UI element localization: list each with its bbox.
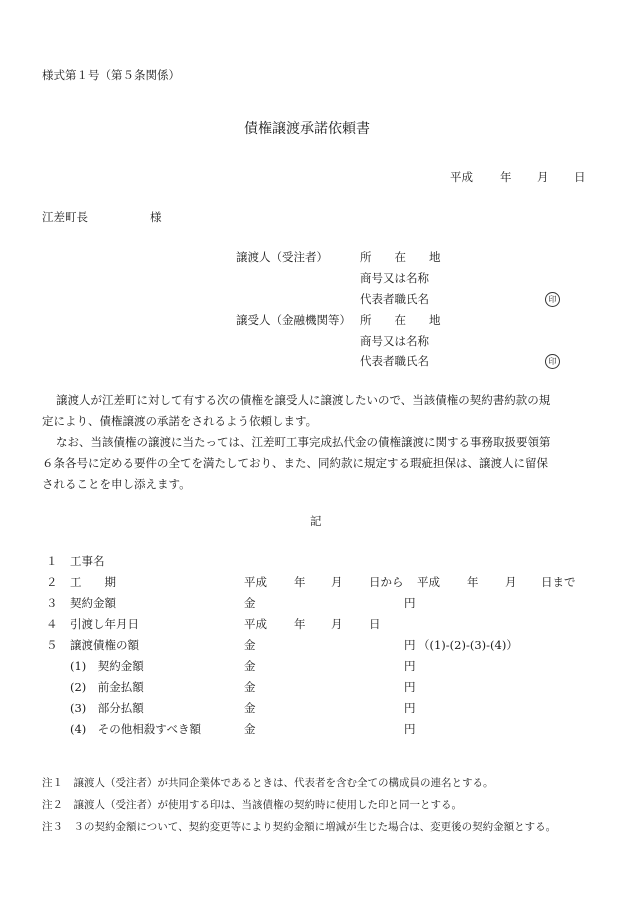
ki-heading: 記 [310,514,322,528]
item-5-formula: （(1)-(2)-(3)-(4)） [418,638,518,652]
sub-2-label: (2) 前金払額 [70,680,144,694]
sub-4-kin: 金 [244,722,256,736]
addressee-name: 江差町長 [42,210,88,224]
item-3-number: ３ [46,596,58,610]
body-p1-line2: 定により、債権譲渡の承諾をされるよう依頼します。 [42,414,318,428]
item-5-yen: 円 [404,638,416,652]
item-3-label: 契約金額 [70,596,116,610]
item-4-era: 平成 [244,617,267,631]
item-5-kin: 金 [244,638,256,652]
sub-1-label: (1) 契約金額 [70,659,144,673]
body-p2-line1: なお、当該債権の譲渡に当たっては、江差町工事完成払代金の債権譲渡に関する事務取扱要領第 [56,435,551,449]
date-year: 年 [500,170,512,184]
item-1-number: １ [46,554,58,568]
transferee-label: 譲受人（金融機関等） [236,313,351,327]
sub-4-label: (4) その他相殺すべき額 [70,722,202,736]
transferee-seal-icon: 印 [545,354,560,369]
item-4-month: 月 [331,617,343,631]
sub-4-yen: 円 [404,722,416,736]
item-1-label: 工事名 [70,554,105,568]
transferor-seal-icon: 印 [545,292,560,307]
item-2-year: 年 [294,575,306,589]
transferor-company-label: 商号又は名称 [360,271,429,285]
item-2-year2: 年 [467,575,479,589]
item-4-number: ４ [46,617,58,631]
sub-1-yen: 円 [404,659,416,673]
date-era: 平成 [450,170,473,184]
item-3-kin: 金 [244,596,256,610]
document-title: 債権譲渡承諾依頼書 [244,121,370,137]
note-2: 注２ 譲渡人（受注者）が使用する印は、当該債権の契約時に使用した印と同一とする。 [42,799,462,811]
item-2-era2: 平成 [417,575,440,589]
transferee-company-label: 商号又は名称 [360,334,429,348]
sub-2-kin: 金 [244,680,256,694]
addressee-honorific: 様 [150,210,162,224]
body-p1-line1: 譲渡人が江差町に対して有する次の債権を譲受人に譲渡したいので、当該債権の契約書約款の規 [56,393,551,407]
item-2-era: 平成 [244,575,267,589]
date-day: 日 [574,170,586,184]
item-5-label: 譲渡債権の額 [70,638,139,652]
body-p2-line2: ６条各号に定める要件の全てを満たしており、また、同約款に規定する瑕疵担保は、譲渡人に留保 [42,456,548,470]
body-p2-line3: されることを申し添えます。 [42,477,191,491]
sub-1-kin: 金 [244,659,256,673]
item-5-number: ５ [46,638,58,652]
transferee-address-label: 所 在 地 [360,313,441,327]
item-4-year: 年 [294,617,306,631]
sub-3-yen: 円 [404,701,416,715]
note-3: 注３ ３の契約金額について、契約変更等により契約金額に増減が生じた場合は、変更後の契約金額とする。 [42,821,557,833]
item-2-month2: 月 [505,575,517,589]
transferee-representative-label: 代表者職氏名 [360,354,429,368]
item-4-day: 日 [369,617,381,631]
transferor-address-label: 所 在 地 [360,250,441,264]
item-2-until: 日まで [541,575,576,589]
sub-3-label: (3) 部分払額 [70,701,144,715]
item-3-yen: 円 [404,596,416,610]
item-2-label: 工 期 [70,575,116,589]
item-4-label: 引渡し年月日 [70,617,139,631]
sub-2-yen: 円 [404,680,416,694]
item-2-month: 月 [331,575,343,589]
form-number: 様式第１号（第５条関係） [42,68,180,82]
note-1: 注１ 譲渡人（受注者）が共同企業体であるときは、代表者を含む全ての構成員の連名とする。 [42,777,494,789]
item-2-number: ２ [46,575,58,589]
sub-3-kin: 金 [244,701,256,715]
transferor-representative-label: 代表者職氏名 [360,292,429,306]
item-2-from: 日から [369,575,404,589]
transferor-label: 譲渡人（受注者） [236,250,328,264]
date-month: 月 [537,170,549,184]
